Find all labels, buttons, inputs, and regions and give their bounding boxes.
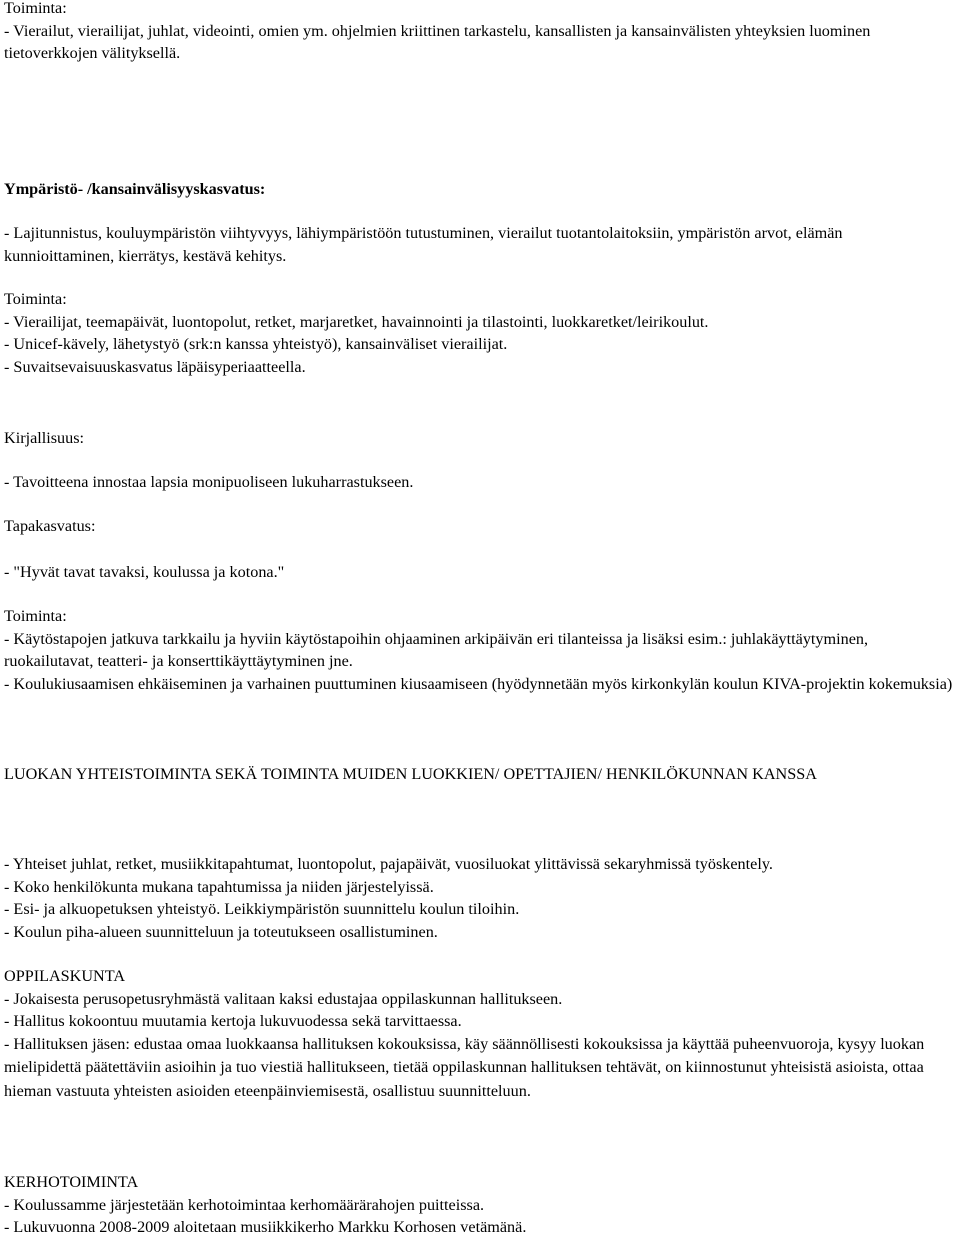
cooperation-item: - Koulun piha-alueen suunnitteluun ja toteutukseen osallistuminen.: [4, 923, 438, 942]
cooperation-list: [4, 853, 956, 944]
manners-activity-item: - Käytöstapojen jatkuva tarkkailu ja hyviin käytöstapoihin ohjaaminen arkipäivän eri tilanteissa ja lisäksi esim.: juhlakäyttäytyminen, ruokailutavat, teatteri- ja konserttikäyttäytyminen jne.: [4, 629, 869, 671]
clubs-item: - Koulussamme järjestetään kerhotoimintaa kerhomäärärahojen puitteissa.: [4, 1195, 485, 1214]
environment-activity-item: - Vierailijat, teemapäivät, luontopolut, retket, marjaretket, havainnointi ja tilastointi, luokkaretket/leirikoulut.: [4, 312, 709, 331]
environment-activity-block: [4, 288, 956, 379]
environment-activity-item: - Unicef-kävely, lähetystyö (srk:n kanssa yhteistyö), kansainväliset vierailijat.: [4, 335, 508, 354]
clubs-heading: KERHOTOIMINTA: [4, 1173, 139, 1191]
literature-heading: Kirjallisuus:: [4, 429, 85, 447]
cooperation-item: - Yhteiset juhlat, retket, musiikkitapahtumat, luontopolut, pajapäivät, vuosiluokat ylittävissä sekaryhmissä työskentely.: [4, 855, 773, 873]
student-council-item: - Hallituksen jäsen: edustaa omaa luokkaansa hallituksen kokouksissa, käy säännöllisesti kokouksissa ja käyttää puheenvuoroja, kysyy luokan mielipidettä päätettäviin asioihin ja tuo viestiä hallitukseen, tietää oppilaskunnan hallituksen tehtävät, on kiinnostunut yhteisistä asioista, ottaa hieman vastuuta yhteisten asioiden eteenpäinviemisestä, osallistuu suunnitteluun.: [4, 1035, 925, 1100]
environment-heading: Ympäristö- /kansainvälisyyskasvatus:: [4, 180, 266, 198]
student-council-item: - Jokaisesta perusopetusryhmästä valitaan kaksi edustajaa oppilaskunnan hallitukseen.: [4, 989, 563, 1008]
literature-section: [4, 427, 956, 450]
clubs-item: - Lukuvuonna 2008-2009 aloitetaan musiikkikerho Markku Korhosen vetämänä.: [4, 1218, 527, 1237]
manners-text: - "Hyvät tavat tavaksi, koulussa ja kotona.": [4, 563, 285, 581]
manners-section: [4, 515, 956, 538]
manners-activity-label: Toiminta:: [4, 607, 67, 625]
intro-activity-label: Toiminta:: [4, 0, 67, 17]
environment-activity-item: - Suvaitsevaisuuskasvatus läpäisyperiaatteella.: [4, 358, 306, 377]
student-council-section: [4, 965, 956, 1103]
manners-activity-block: [4, 605, 956, 696]
environment-activity-label: Toiminta:: [4, 290, 67, 308]
cooperation-heading: LUOKAN YHTEISTOIMINTA SEKÄ TOIMINTA MUIDEN LUOKKIEN/ OPETTAJIEN/ HENKILÖKUNNAN KANSSA: [4, 765, 817, 783]
cooperation-item: - Esi- ja alkuopetuksen yhteistyö. Leikkiympäristön suunnittelu koulun tiloihin.: [4, 900, 520, 919]
literature-text: - Tavoitteena innostaa lapsia monipuoliseen lukuharrastukseen.: [4, 473, 414, 491]
environment-text-block: [4, 222, 956, 267]
environment-text: - Lajitunnistus, kouluympäristön viihtyvyys, lähiympäristöön tutustuminen, vierailut tuotantolaitoksiin, ympäristön arvot, elämän kunnioittaminen, kierrätys, kestävä kehitys.: [4, 224, 843, 265]
clubs-section: [4, 1171, 956, 1239]
student-council-item: - Hallitus kokoontuu muutamia kertoja lukuvuodessa sekä tarvittaessa.: [4, 1012, 462, 1031]
student-council-heading: OPPILASKUNTA: [4, 967, 126, 985]
manners-heading: Tapakasvatus:: [4, 517, 96, 535]
environment-section: [4, 178, 956, 201]
manners-text-block: [4, 561, 956, 584]
intro-section: [4, 0, 956, 65]
intro-activity-text: - Vierailut, vierailijat, juhlat, videointi, omien ym. ohjelmien kriittinen tarkastelu, kansallisten ja kansainvälisten yhteyksien luominen tietoverkkojen välityksellä.: [4, 21, 871, 63]
manners-activity-item: - Koulukiusaamisen ehkäiseminen ja varhainen puuttuminen kiusaamiseen (hyödynnetään myös kirkonkylän koulun KIVA-projektin kokemuksia): [4, 675, 953, 694]
cooperation-item: - Koko henkilökunta mukana tapahtumissa ja niiden järjestelyissä.: [4, 877, 434, 896]
literature-text-block: [4, 471, 956, 494]
cooperation-section: [4, 763, 956, 786]
